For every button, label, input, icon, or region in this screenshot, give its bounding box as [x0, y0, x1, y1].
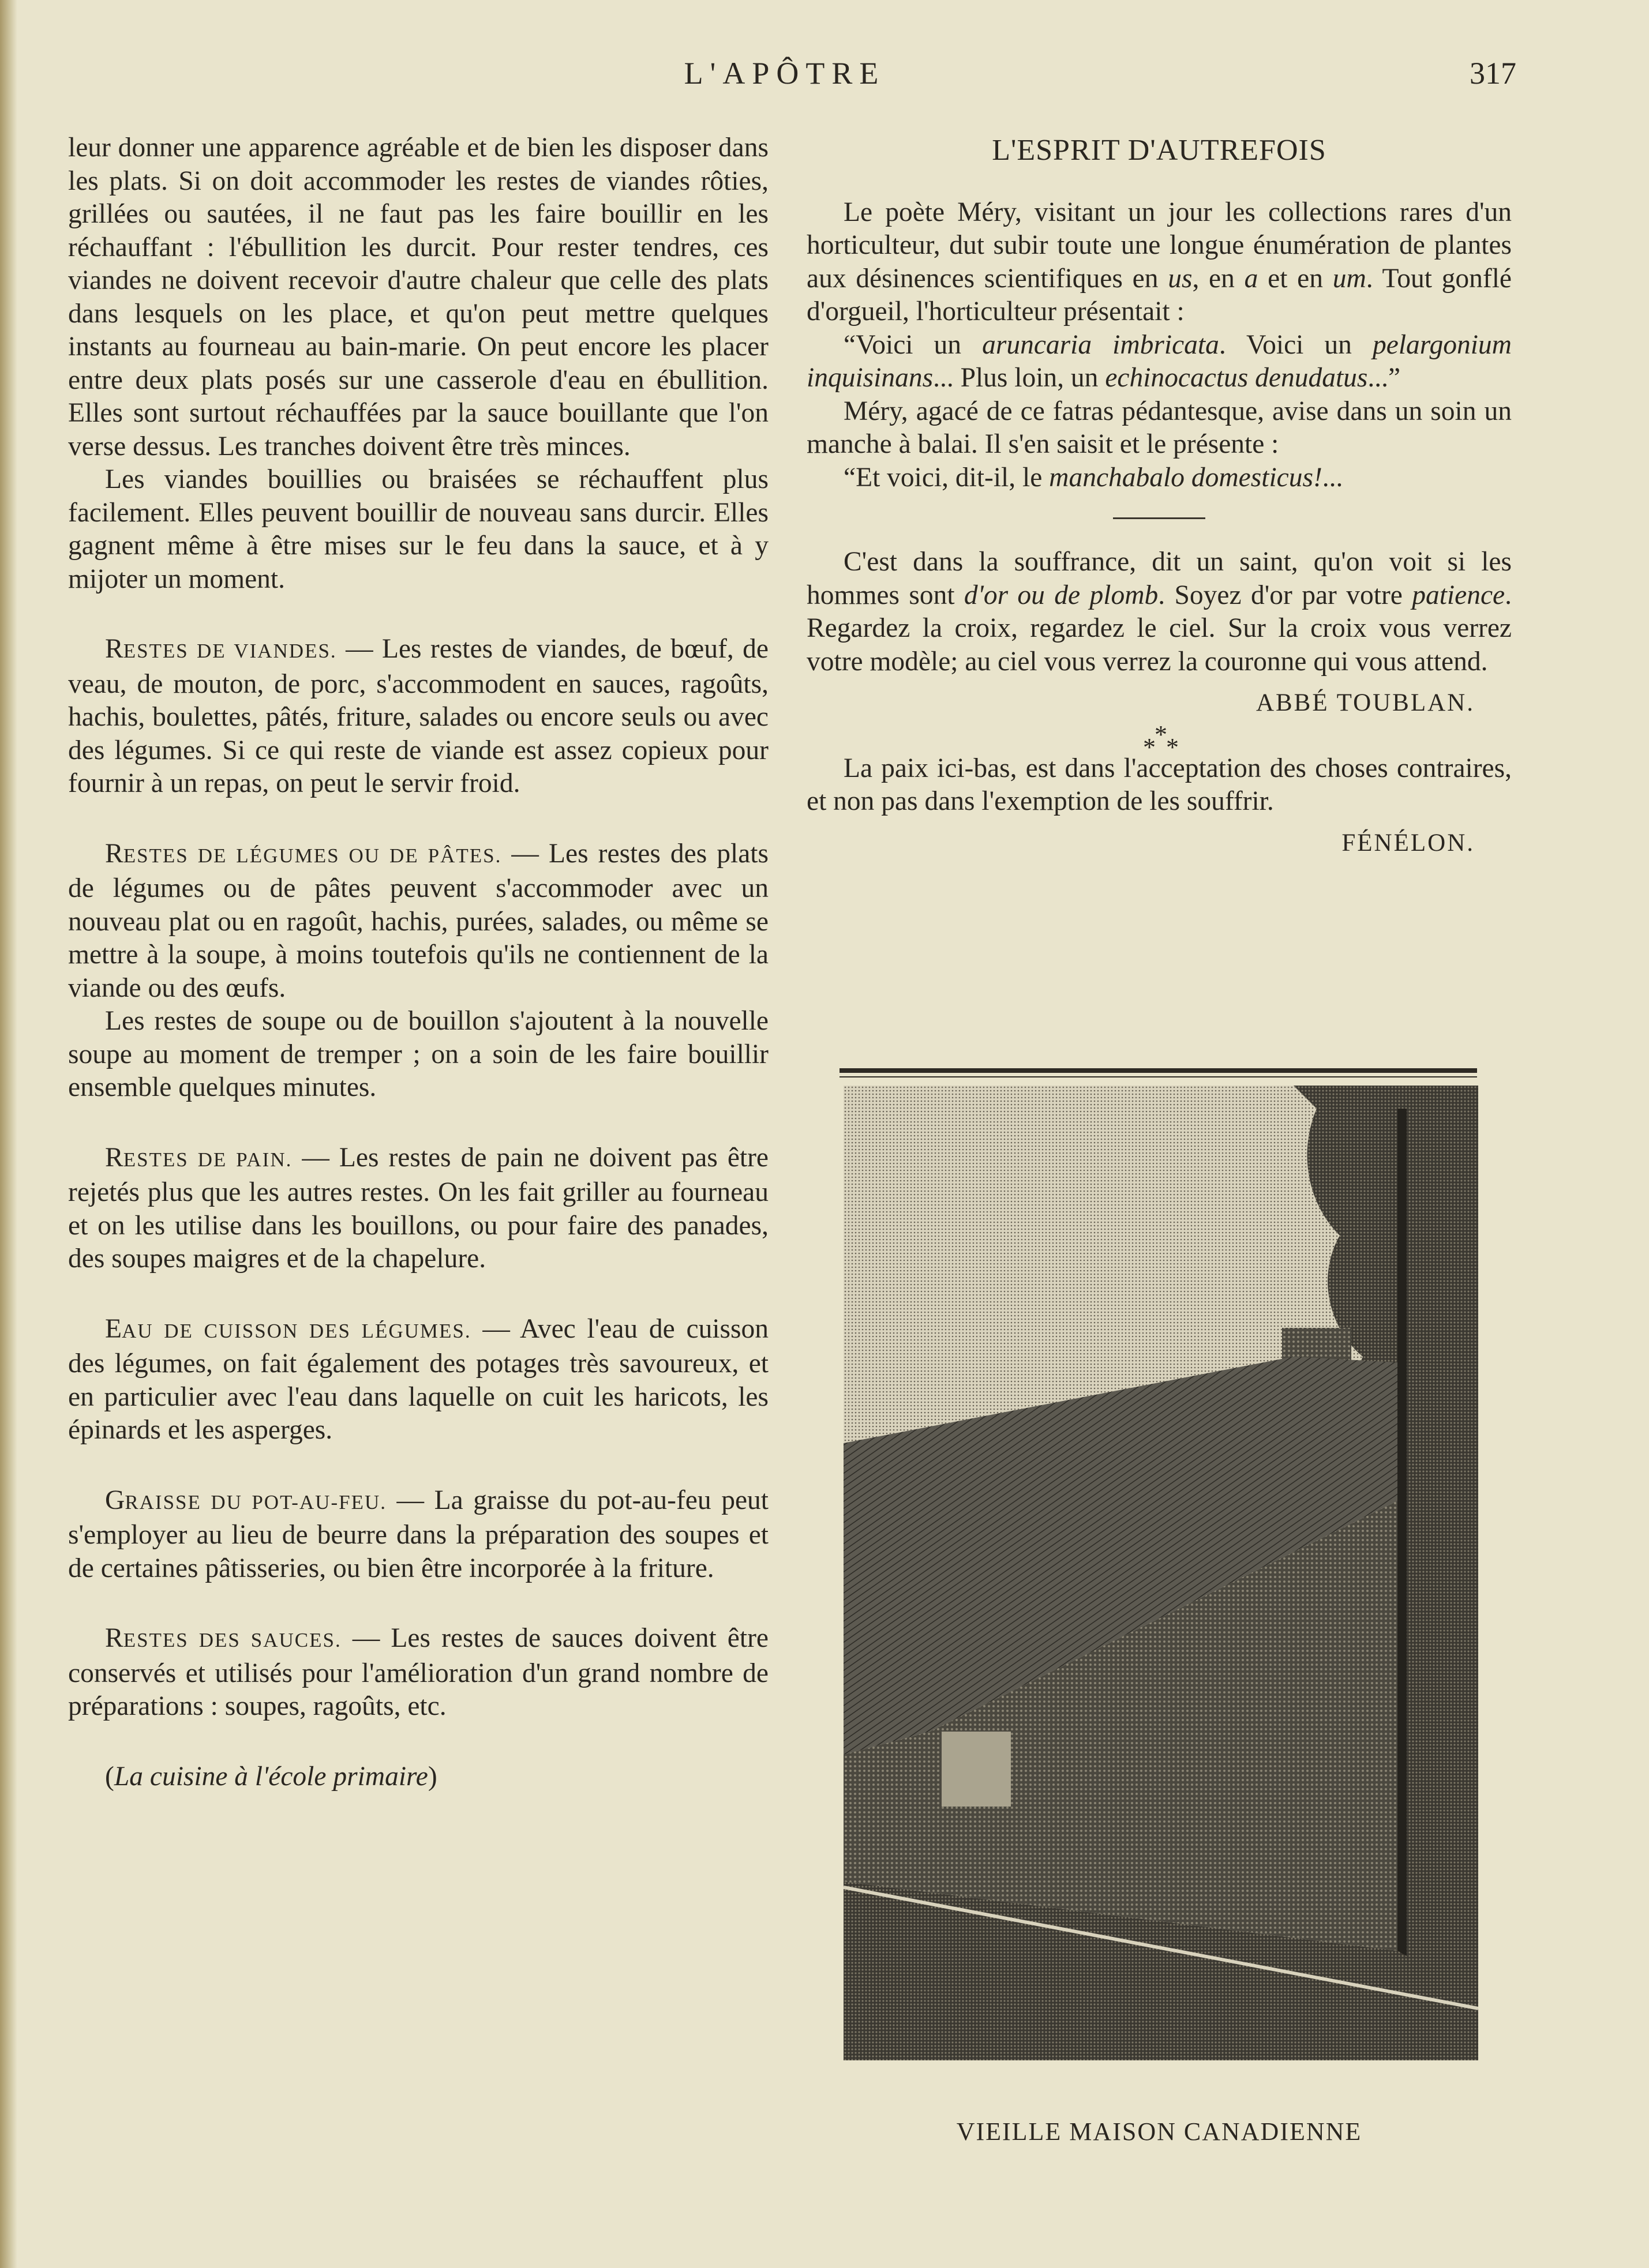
section-text: — Les restes de pain ne doivent pas être rejetés plus que les autres restes. On les fait griller au fourneau et on les utilise dans les bouillons, ou pour faire des panades, des soupes maigres et de la chapelure. — [68, 1142, 769, 1274]
photo-window — [942, 1732, 1011, 1807]
section-heading-initial: E — [105, 1313, 122, 1344]
asterisk: * — [1155, 720, 1167, 749]
photo-caption: VIEILLE MAISON CANADIENNE — [956, 2117, 1362, 2146]
text-run: , en — [1192, 263, 1245, 294]
quote-author: ABBÉ TOUBLAN. — [1256, 689, 1475, 716]
text-run: . Tout gonflé d'orgueil, l'horticulteur présentait : — [807, 263, 1512, 326]
section-restes-pain — [68, 1141, 769, 1276]
text-run: . Regardez la croix, regardez le ciel. Sur la croix vous verrez votre modèle; au ciel vous verrez la couronne qui vous attend. — [807, 580, 1512, 677]
quote-author: FÉNÉLON. — [1341, 829, 1475, 857]
quote-paragraph — [807, 546, 1512, 678]
text-run: ...” — [1367, 363, 1401, 393]
section-eau-cuisson — [68, 1313, 769, 1447]
anecdote-paragraph — [807, 329, 1512, 395]
text-run: Le poète Méry, visitant un jour les collections rares d'un horticulteur, dut subir toute une longue énumération de plantes aux désinences scientifiques en — [807, 197, 1512, 294]
citation-title: La cuisine à l'école primaire — [114, 1761, 428, 1792]
source-citation — [68, 1760, 769, 1794]
section-heading-initial: R — [105, 1623, 123, 1653]
section-text: — Avec l'eau de cuisson des légumes, on fait également des potages très savoureux, et en particulier avec l'eau dans laquelle on cuit les haricots, les épinards et les asperges. — [68, 1313, 769, 1445]
text-run: C'est dans la souffrance, dit un saint, qu'on voit si les hommes sont — [807, 547, 1512, 610]
house-photograph — [844, 1086, 1478, 2060]
section-restes-legumes — [68, 838, 769, 1005]
section-heading: AU DE CUISSON DES LÉGUMES. — [122, 1319, 471, 1342]
italic-run: patience — [1412, 580, 1505, 610]
section-text: — Les restes de sauces doivent être conservés et utilisés pour l'amélioration d'un grand nombre de préparations : soupes, ragoûts, etc. — [68, 1623, 769, 1721]
section-title: L'ESPRIT D'AUTREFOIS — [992, 134, 1326, 167]
section-heading-initial: G — [105, 1485, 125, 1515]
section-heading: ESTES DES SAUCES. — [123, 1629, 342, 1651]
quote-paragraph: La paix ici-bas, est dans l'acceptation des choses contraires, et non pas dans l'exemption de les souffrir. — [807, 753, 1512, 816]
photo-top-rule-thin — [840, 1076, 1477, 1077]
intro-paragraph: Les viandes bouillies ou braisées se réchauffent plus facilement. Elles peuvent bouillir de nouveau sans durcir. Elles gagnent même à être mises sur le feu dans la sauce, et à y mijoter un moment. — [68, 464, 769, 594]
section-divider — [1113, 517, 1205, 519]
asterism — [1113, 720, 1205, 761]
section-graisse — [68, 1484, 769, 1586]
text-run: ... — [1322, 462, 1343, 493]
section-heading-initial: R — [105, 838, 123, 869]
intro-paragraph: leur donner une apparence agréable et de bien les disposer dans les plats. Si on doit accommoder les restes de viandes rôties, grillées ou sautées, il ne faut pas les faire bouillir en les réchauffant : l'ébullition les durcit. Pour rester tendres, ces viandes ne doivent recevoir d'autre chaleur que celle des plats dans lesquels on les place, et qu'on peut mettre quelques instants au fourneau au bain-marie. On peut encore les placer entre deux plats posés sur une casserole d'eau en ébullition. Elles sont surtout réchauffées par la sauce bouillante que l'on verse dessus. Les tranches doivent être très minces. — [68, 133, 769, 461]
section-restes-sauces — [68, 1622, 769, 1723]
italic-run: um — [1332, 263, 1366, 294]
anecdote-paragraph: Méry, agacé de ce fatras pédantesque, avise dans un soin un manche à balai. Il s'en saisit et le présente : — [807, 396, 1512, 459]
citation-paren-close: ) — [428, 1761, 437, 1792]
anecdote-paragraph — [807, 461, 1512, 495]
italic-run: us — [1168, 263, 1193, 294]
italic-run: a — [1244, 263, 1258, 294]
section-heading: RAISSE DU POT-AU-FEU. — [125, 1490, 387, 1514]
italic-run: manchabalo domesticus! — [1049, 462, 1322, 493]
section-text: — La graisse du pot-au-feu peut s'employer au lieu de beurre dans la préparation des soupes et de certaines pâtisseries, ou bien être incorporée à la friture. — [68, 1485, 769, 1583]
asterisk: * — [1143, 733, 1156, 761]
page-gutter — [0, 0, 17, 2268]
section-heading: ESTES DE PAIN. — [123, 1148, 293, 1171]
section-text: — Les restes des plats de légumes ou de pâtes peuvent s'accommoder avec un nouveau plat ou en ragoût, hachis, purées, salades, ou même se mettre à la soupe, à moins toutefois qu'ils ne contiennent de la viande ou des œufs. — [68, 838, 769, 1003]
page-number: 317 — [1470, 56, 1516, 91]
text-run: “Et voici, dit-il, le — [844, 462, 1050, 493]
photo-pole — [1397, 1109, 1407, 2043]
section-heading-initial: R — [105, 634, 123, 664]
text-run: . Voici un — [1219, 329, 1373, 360]
section-heading-initial: R — [105, 1142, 123, 1173]
running-head — [0, 55, 1649, 102]
section-restes-viandes — [68, 633, 769, 801]
photo-top-rule — [840, 1068, 1477, 1073]
asterisk: * — [1166, 733, 1179, 761]
text-run: et en — [1258, 263, 1333, 294]
left-column — [68, 132, 769, 1793]
section-heading: ESTES DE VIANDES. — [123, 640, 337, 662]
text-run: “Voici un — [844, 329, 983, 360]
italic-run: echinocactus denudatus — [1105, 363, 1368, 393]
section-extra-paragraph: Les restes de soupe ou de bouillon s'ajoutent à la nouvelle soupe au moment de tremper ; on a soin de les faire bouillir ensemble quelques minutes. — [68, 1006, 769, 1102]
text-run: . Soyez d'or par votre — [1158, 580, 1412, 610]
italic-run: pelargonium inquisinans — [807, 329, 1512, 393]
section-heading: ESTES DE LÉGUMES OU DE PÂTES. — [123, 844, 502, 867]
running-title: L'APÔTRE — [684, 56, 886, 91]
section-text: — Les restes de viandes, de bœuf, de veau, de mouton, de porc, s'accommodent en sauces, ragoûts, hachis, boulettes, pâtés, friture, salades ou encore seuls ou avec des légumes. Si ce qui reste de viande est assez copieux pour fournir à un repas, on peut le servir froid. — [68, 634, 769, 798]
citation-paren-open: ( — [105, 1761, 114, 1792]
right-column — [807, 132, 1512, 859]
text-run: ... Plus loin, un — [933, 363, 1105, 393]
italic-run: aruncaria imbricata — [982, 329, 1219, 360]
anecdote-paragraph — [807, 196, 1512, 329]
italic-run: d'or ou de plomb — [964, 580, 1159, 610]
